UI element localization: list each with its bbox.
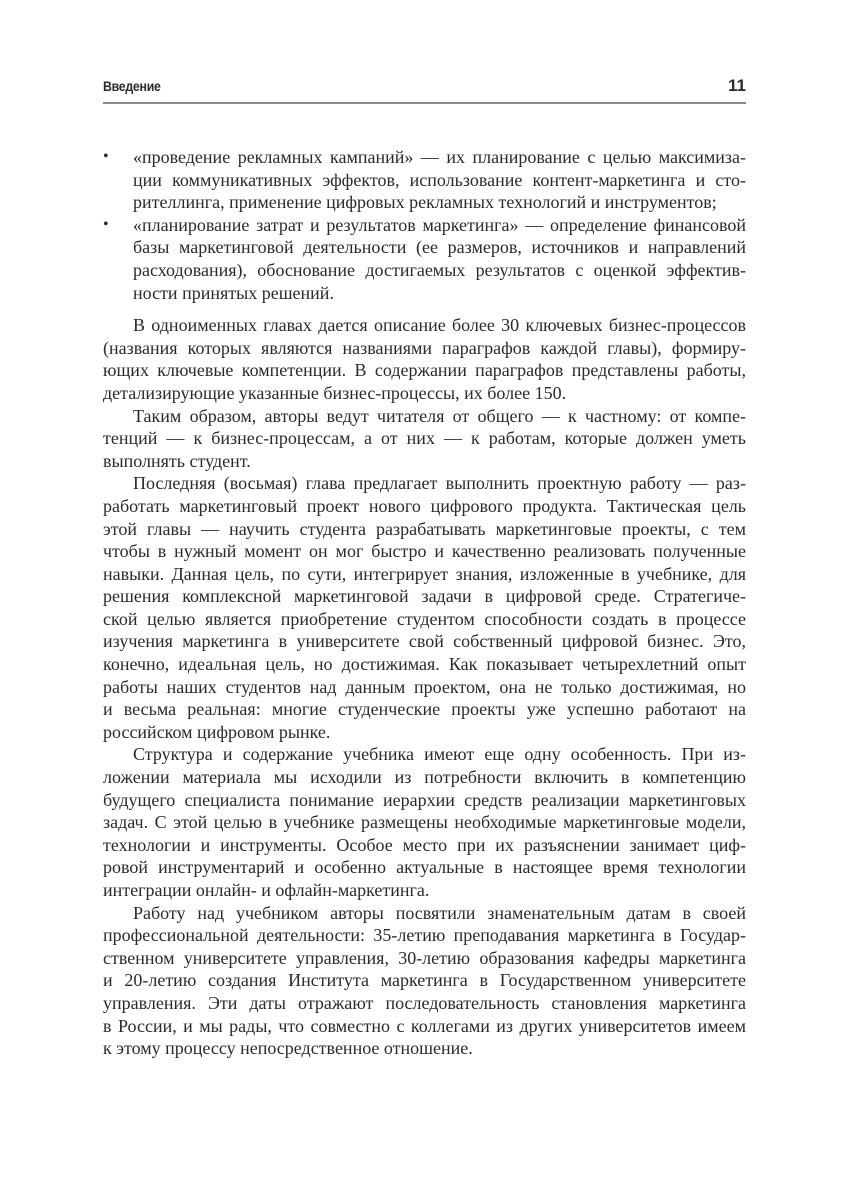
text-line: конечно, идеальная цель, но достижимая. Как показывает четырехлетний опыт [103,654,746,675]
text-line: и 20-летию создания Института маркетинга в Государственном университете [103,970,746,991]
paragraph [103,405,746,473]
section-title: Введение [103,78,161,94]
text-line: ложении материала мы исходили из потребности включить в компетенцию [103,767,746,788]
running-header [103,76,746,104]
paragraph [103,472,746,743]
page-body [103,146,746,1060]
bullet-list-item [103,146,746,214]
text-line: ности принятых решений. [133,282,334,303]
paragraph [103,314,746,404]
text-line: решения комплексной маркетинговой задачи в цифровой среде. Стратегиче- [103,586,746,607]
text-line: тенций — к бизнес-процессам, а от них — к работам, которые должен уметь [103,428,746,449]
text-line: работы наших студентов над данным проектом, она не только достижимая, но [103,676,746,697]
text-line: к этому процессу непосредственное отношение. [103,1038,473,1059]
text-line: изучения маркетинга в университете свой собственный цифровой бизнес. Это, [103,631,746,652]
text-line: задач. С этой целью в учебнике размещены необходимые маркетинговые модели, [103,812,746,833]
text-line: Работу над учебником авторы посвятили знаменательным датам в своей [133,902,746,923]
text-line: базы маркетинговой деятельности (ее размеров, источников и направлений [133,237,746,258]
text-line: ственном университете управления, 30-летию образования кафедры маркетинга [103,947,746,968]
paragraph [103,743,746,901]
text-line: технологии и инструменты. Особое место при их разъяснении занимает циф- [103,834,746,855]
text-line: Таким образом, авторы ведут читателя от общего — к частному: от компе- [133,405,746,426]
text-line: В одноименных главах дается описание более 30 ключевых бизнес-процессов [133,315,746,336]
text-line: управления. Эти даты отражают последовательность становления маркетинга [103,992,746,1013]
page-number: 11 [728,76,746,95]
text-line: «планирование затрат и результатов маркетинга» — определение финансовой [133,214,746,235]
text-line: Структура и содержание учебника имеют еще одну особенность. При из- [133,744,746,765]
text-line: рителлинга, применение цифровых рекламных технологий и инструментов; [133,192,717,213]
text-line: профессиональной деятельности: 35-летию преподавания маркетинга в Государ- [103,925,746,946]
text-line: детализирующие указанные бизнес-процессы, их более 150. [103,382,567,403]
text-line: выполнять студент. [103,450,251,471]
bullet-icon: • [103,148,109,165]
text-line: работать маркетинговый проект нового цифрового продукта. Тактическая цель [103,495,746,516]
text-line: ции коммуникативных эффектов, использование контент-маркетинга и сто- [133,169,746,190]
text-line: «проведение рекламных кампаний» — их планирование с целью максимиза- [133,147,746,167]
text-line: российском цифровом рынке. [103,721,331,742]
text-line: ющих ключевые компетенции. В содержании параграфов представлены работы, [103,360,746,381]
text-line: ровой инструментарий и особенно актуальные в настоящее время технологии [103,857,746,878]
bullet-icon: • [103,215,109,233]
text-line: в России, и мы рады, что совместно с коллегами из других университетов имеем [103,1015,746,1036]
text-line: чтобы в нужный момент он мог быстро и качественно реализовать полученные [103,541,746,562]
text-line: и весьма реальная: многие студенческие проекты уже успешно работают на [103,699,746,720]
text-line: навыки. Данная цель, по сути, интегрирует знания, изложенные в учебнике, для [103,563,746,584]
text-line: ской целью является приобретение студентом способности создать в процессе [103,608,746,629]
text-line: интеграции онлайн- и офлайн-маркетинга. [103,880,430,900]
text-line: Последняя (восьмая) глава предлагает выполнить проектную работу — раз- [133,473,746,494]
text-line: этой главы — научить студента разрабатывать маркетинговые проекты, с тем [103,518,746,539]
paragraph [103,902,746,1060]
bullet-list-item [103,214,746,304]
text-line: расходования), обоснование достигаемых результатов с оценкой эффектив- [133,259,746,280]
text-line: (названия которых являются названиями параграфов каждой главы), формиру- [103,337,746,358]
text-line: будущего специалиста понимание иерархии средств реализации маркетинговых [103,789,746,810]
